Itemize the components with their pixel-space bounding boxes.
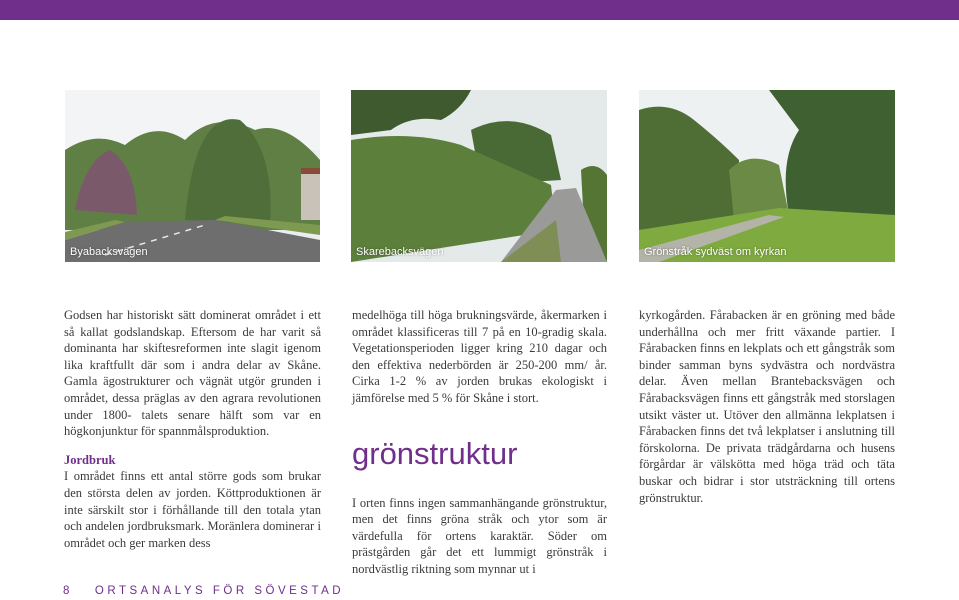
section-heading-jordbruk: Jordbruk bbox=[64, 452, 116, 467]
top-color-bar bbox=[0, 0, 959, 20]
body-paragraph: kyrkogården. Fårabacken är en gröning med både underhållna och mer fritt växande partier. I Fårabacken finns en lekplats och ett gångstråk som binder samman byns sydvästra och nordvästra delar. Även mellan Brantebacksvägen och Fårabacksvägen finns ett gångstråk med storslagen utsikt väster ut. Utöver den allmänna lekplatsen i Fårabacken finns det två lekplatser i anslutning till förskolorna. De privata trädgårdarna och husens förgårdar är välskötta med höga träd och täta buskar och bidrar i stor utsträckning till ortens grönstruktur. bbox=[639, 308, 895, 505]
photo-gronstrak bbox=[639, 90, 895, 262]
text-column-1 bbox=[64, 307, 321, 551]
photo-skarebacksvagen bbox=[351, 90, 607, 262]
body-paragraph: I orten finns ingen sammanhängande grönstruktur, men det finns gröna stråk och ytor som är värdefulla för ortens karaktär. Söder om prästgården går det ett lummigt grönstråk i nordvästlig riktning som mynnar ut i bbox=[352, 495, 607, 576]
body-paragraph: I området finns ett antal större gods som brukar den största delen av jorden. Köttproduktionen är inte särskilt stor i förhållande till den totala ytan och andelen jordbruksmark. Moränlera dominerar i området och ger marken dess bbox=[64, 469, 321, 550]
photo-byabacksvagen bbox=[65, 90, 320, 262]
photo-caption: Byabacksvägen bbox=[70, 246, 148, 258]
page-number: 8 bbox=[63, 585, 73, 597]
body-paragraph: Godsen har historiskt sätt dominerat området i ett så kallat godslandskap. Eftersom de har varit så dominanta har skiftesreformen inte slagit igenom lika kraftfullt där som i andra delar av Skåne. Gamla ägostrukturer och vägnät utgör grunden i området, dessa präglas av den agrara revolutionen under 1800- talets senare hälft som var en högkonjunktur för spannmålsproduktion. bbox=[64, 308, 321, 439]
page-footer bbox=[63, 585, 344, 597]
text-column-3 bbox=[639, 307, 895, 506]
document-title: ORTSANALYS FÖR SÖVESTAD bbox=[94, 585, 345, 597]
body-paragraph: medelhöga till höga brukningsvärde, åkermarken i området klassificeras till 7 på en 10-gradig skala. Vegetationsperioden ligger kring 210 dagar och den effektiva nederbörden är 250-200 mm/ år. Cirka 1-2 % av jorden brukas ekologiskt i jämförelse med 5 % för Skåne i stort. bbox=[352, 308, 607, 405]
text-column-2 bbox=[352, 307, 607, 578]
photo-caption: Skarebacksvägen bbox=[356, 246, 444, 258]
photo-caption: Grönstråk sydväst om kyrkan bbox=[644, 246, 787, 258]
section-heading-gronstruktur: grönstruktur bbox=[352, 435, 518, 471]
